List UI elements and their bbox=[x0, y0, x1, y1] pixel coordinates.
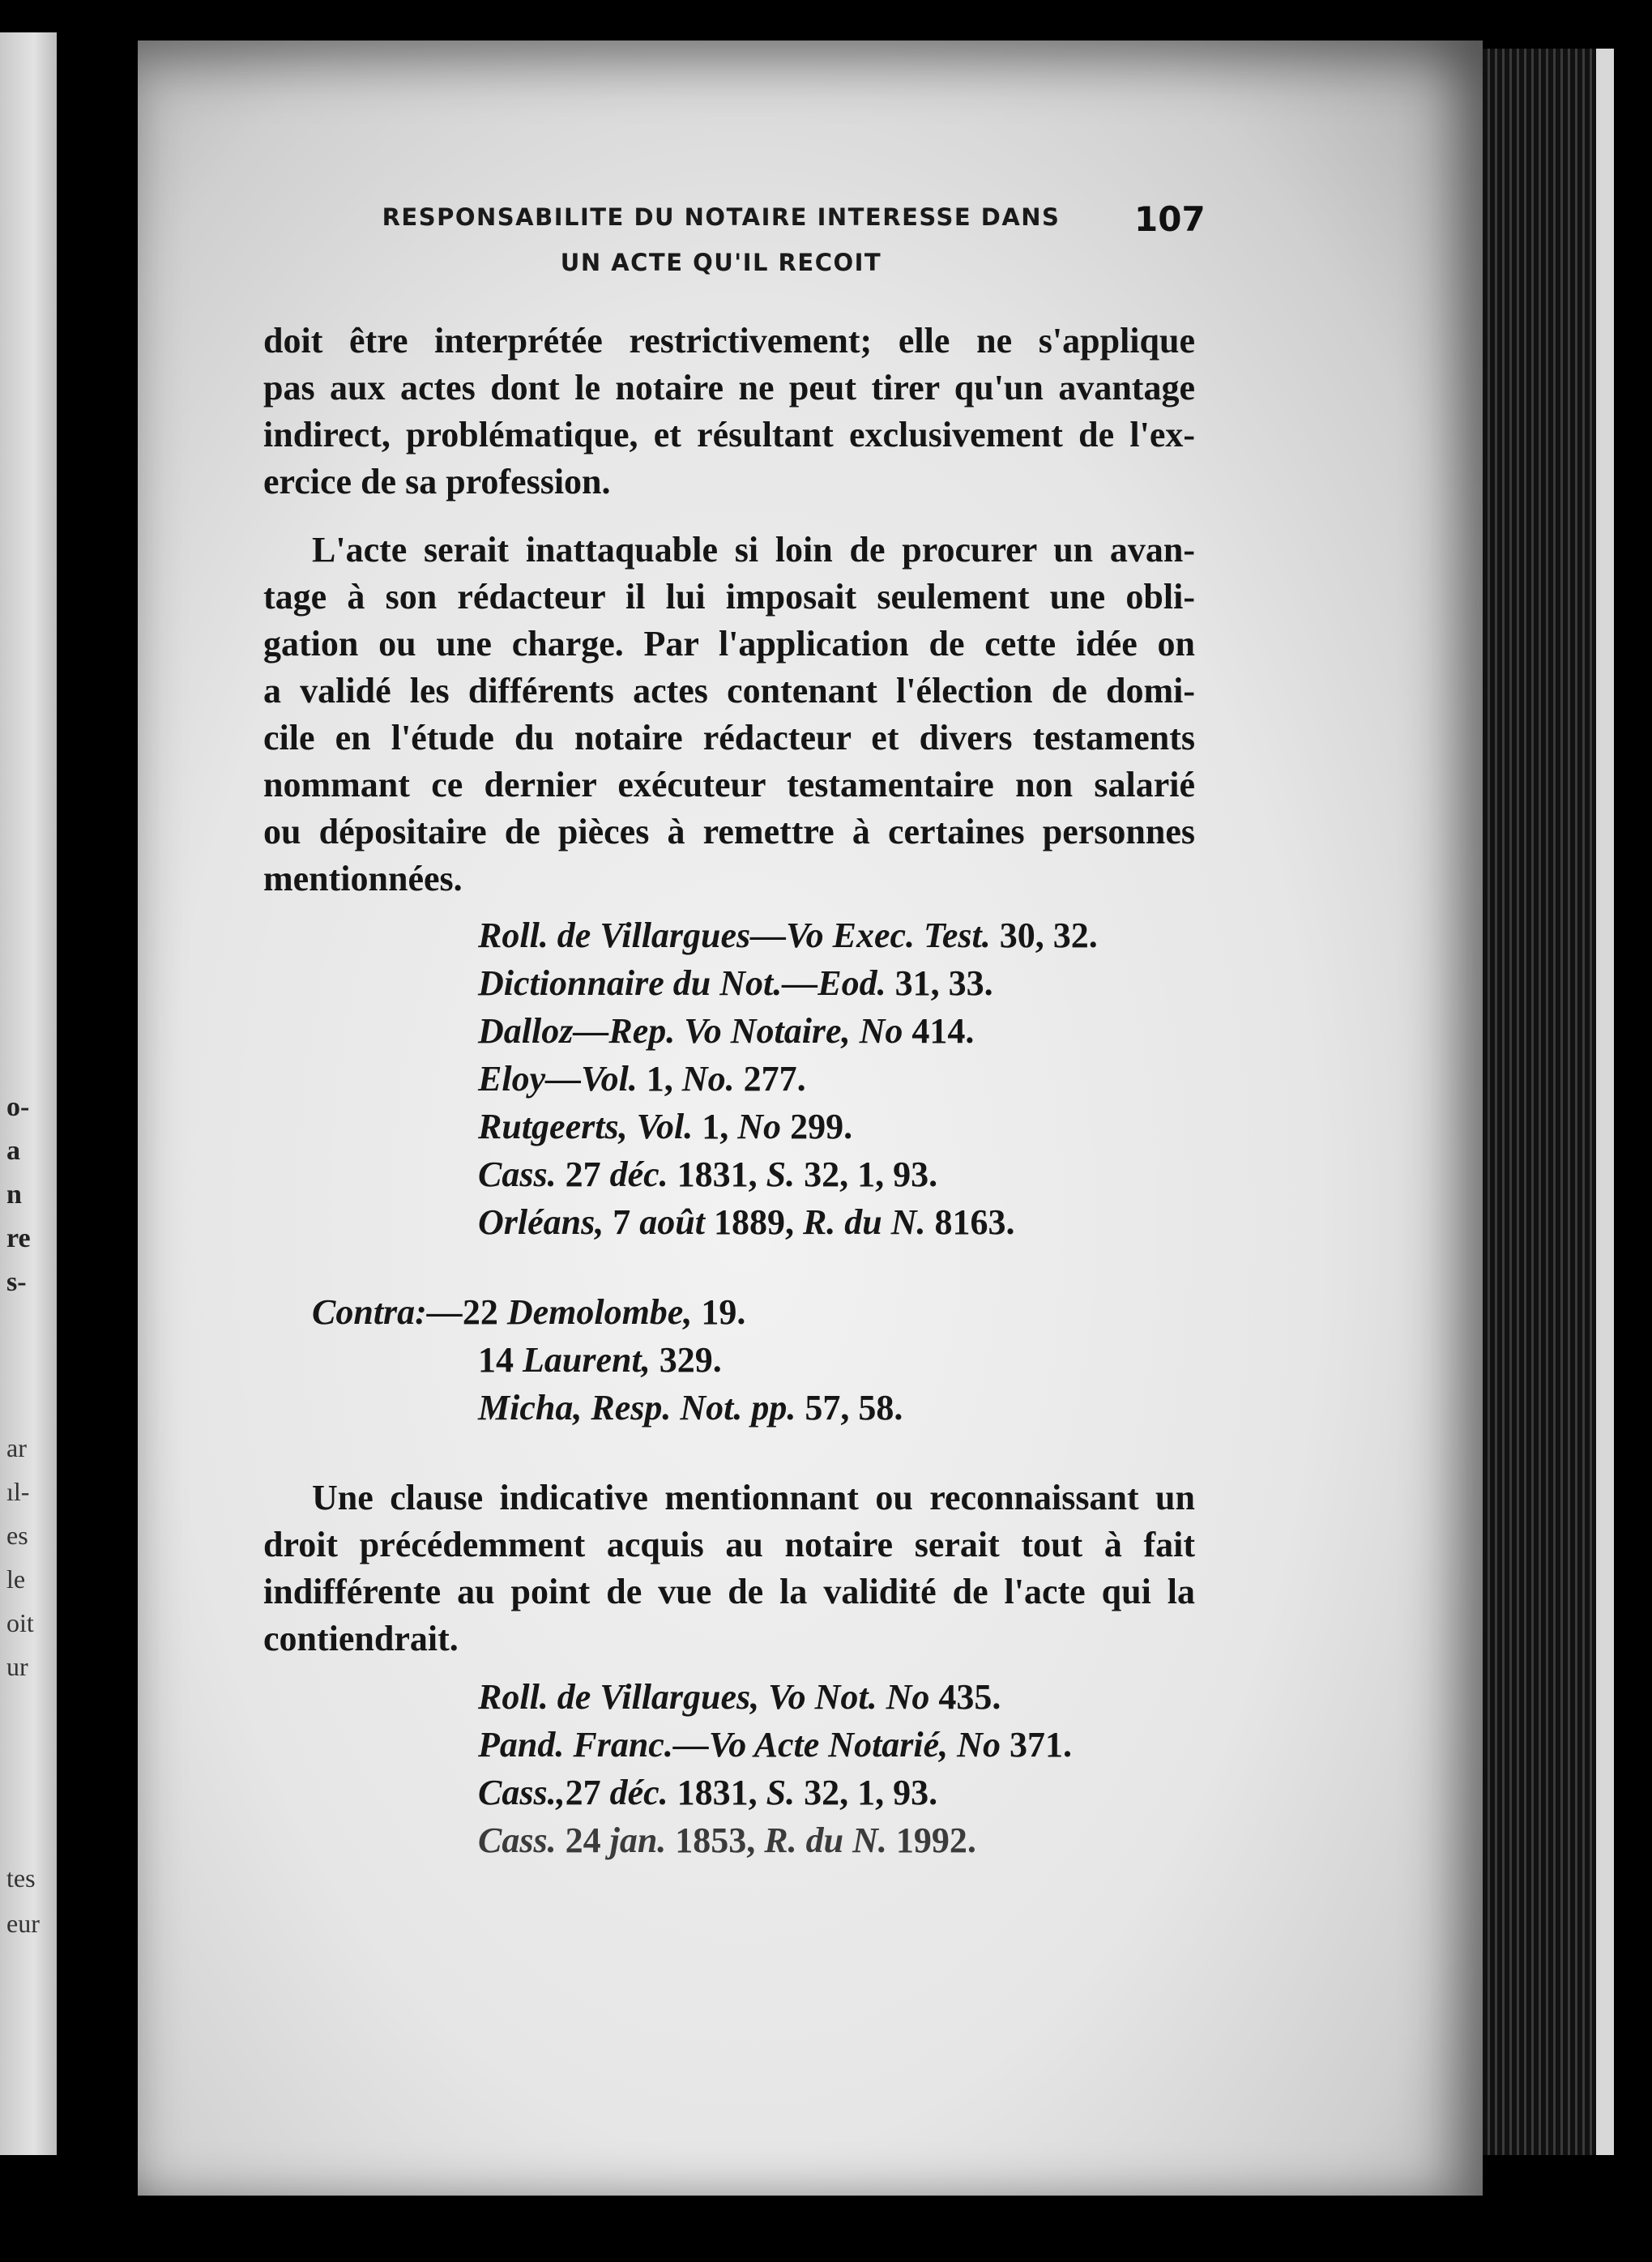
citations-block-1 bbox=[478, 911, 1098, 1246]
fragment: oit bbox=[6, 1608, 34, 1637]
text-line: L'acte serait inattaquable si loin de procurer un avan- bbox=[312, 530, 1195, 570]
citation: 14 Laurent, 329. bbox=[478, 1340, 722, 1380]
citation: Cass.,27 déc. 1831, S. 32, 1, 93. bbox=[478, 1773, 938, 1812]
fragment: a bbox=[6, 1136, 20, 1166]
text-line: mentionnées. bbox=[263, 859, 463, 898]
running-header bbox=[235, 194, 1207, 285]
text-line: nommant ce dernier exécuteur testamentaire non salarié bbox=[263, 765, 1195, 805]
text-line: droit précédemment acquis au notaire serait tout à fait bbox=[263, 1525, 1195, 1564]
citation: Dalloz—Rep. Vo Notaire, No 414. bbox=[478, 1011, 975, 1051]
fragment: s- bbox=[6, 1267, 27, 1297]
fragment: ıl- bbox=[6, 1477, 30, 1506]
citation: Contra:—22 Demolombe, 19. bbox=[312, 1292, 746, 1332]
left-page-fragments-2 bbox=[6, 1426, 55, 1688]
paragraph-2 bbox=[263, 527, 1195, 903]
text-line: pas aux actes dont le notaire ne peut tirer qu'un avantage bbox=[263, 368, 1195, 408]
text-line: cile en l'étude du notaire rédacteur et divers testaments bbox=[263, 718, 1195, 758]
text-line: ercice de sa profession. bbox=[263, 462, 611, 501]
header-line-2: UN ACTE QU'IL RECOIT bbox=[560, 249, 882, 276]
text-line: gation ou une charge. Par l'application de cette idée on bbox=[263, 624, 1195, 664]
fragment: tes bbox=[6, 1863, 36, 1893]
fragment: ar bbox=[6, 1433, 27, 1462]
text-line: indirect, problématique, et résultant exclusivement de l'ex- bbox=[263, 415, 1195, 455]
previous-page-edge bbox=[0, 32, 57, 2155]
page-number: 107 bbox=[1134, 199, 1206, 239]
citation: Dictionnaire du Not.—Eod. 31, 33. bbox=[478, 963, 993, 1003]
header-line-1: RESPONSABILITE DU NOTAIRE INTERESSE DANS bbox=[382, 203, 1061, 231]
citation: Rutgeerts, Vol. 1, No 299. bbox=[478, 1107, 853, 1146]
paragraph-3 bbox=[263, 1475, 1195, 1662]
paragraph-1 bbox=[263, 318, 1195, 506]
text-line: doit être interprétée restrictivement; elle ne s'applique bbox=[263, 321, 1195, 361]
fragment: n bbox=[6, 1180, 22, 1210]
citation: Cass. 27 déc. 1831, S. 32, 1, 93. bbox=[478, 1154, 938, 1194]
fragment: eur bbox=[6, 1909, 40, 1938]
fragment: ur bbox=[6, 1652, 28, 1681]
page-stack-edge bbox=[1483, 49, 1604, 2155]
left-page-fragments-1 bbox=[6, 1086, 55, 1304]
left-page-fragments-3 bbox=[6, 1855, 55, 1946]
citation: Orléans, 7 août 1889, R. du N. 8163. bbox=[478, 1202, 1015, 1242]
citation: Eloy—Vol. 1, No. 277. bbox=[478, 1059, 806, 1099]
text-line: tage à son rédacteur il lui imposait seulement une obli- bbox=[263, 577, 1195, 617]
citation: Roll. de Villargues—Vo Exec. Test. 30, 32. bbox=[478, 915, 1098, 955]
citation: Micha, Resp. Not. pp. 57, 58. bbox=[478, 1388, 903, 1428]
page-stack-highlight bbox=[1596, 49, 1614, 2155]
citations-block-2 bbox=[478, 1673, 1072, 1864]
text-line: indifférente au point de vue de la validité de l'acte qui la bbox=[263, 1572, 1195, 1611]
text-line: a validé les différents actes contenant l'élection de domi- bbox=[263, 671, 1195, 711]
citation: Cass. 24 jan. 1853, R. du N. 1992. bbox=[478, 1820, 976, 1860]
text-line: contiendrait. bbox=[263, 1619, 459, 1658]
fragment: es bbox=[6, 1521, 28, 1550]
fragment: re bbox=[6, 1223, 31, 1253]
contra-citations bbox=[312, 1288, 903, 1432]
text-line: ou dépositaire de pièces à remettre à certaines personnes bbox=[263, 812, 1195, 851]
citation: Pand. Franc.—Vo Acte Notarié, No 371. bbox=[478, 1725, 1072, 1765]
text-line: Une clause indicative mentionnant ou reconnaissant un bbox=[312, 1478, 1195, 1517]
fragment: le bbox=[6, 1564, 26, 1594]
book-gutter bbox=[57, 0, 138, 2262]
citation: Roll. de Villargues, Vo Not. No 435. bbox=[478, 1677, 1001, 1717]
fragment: o- bbox=[6, 1092, 30, 1122]
